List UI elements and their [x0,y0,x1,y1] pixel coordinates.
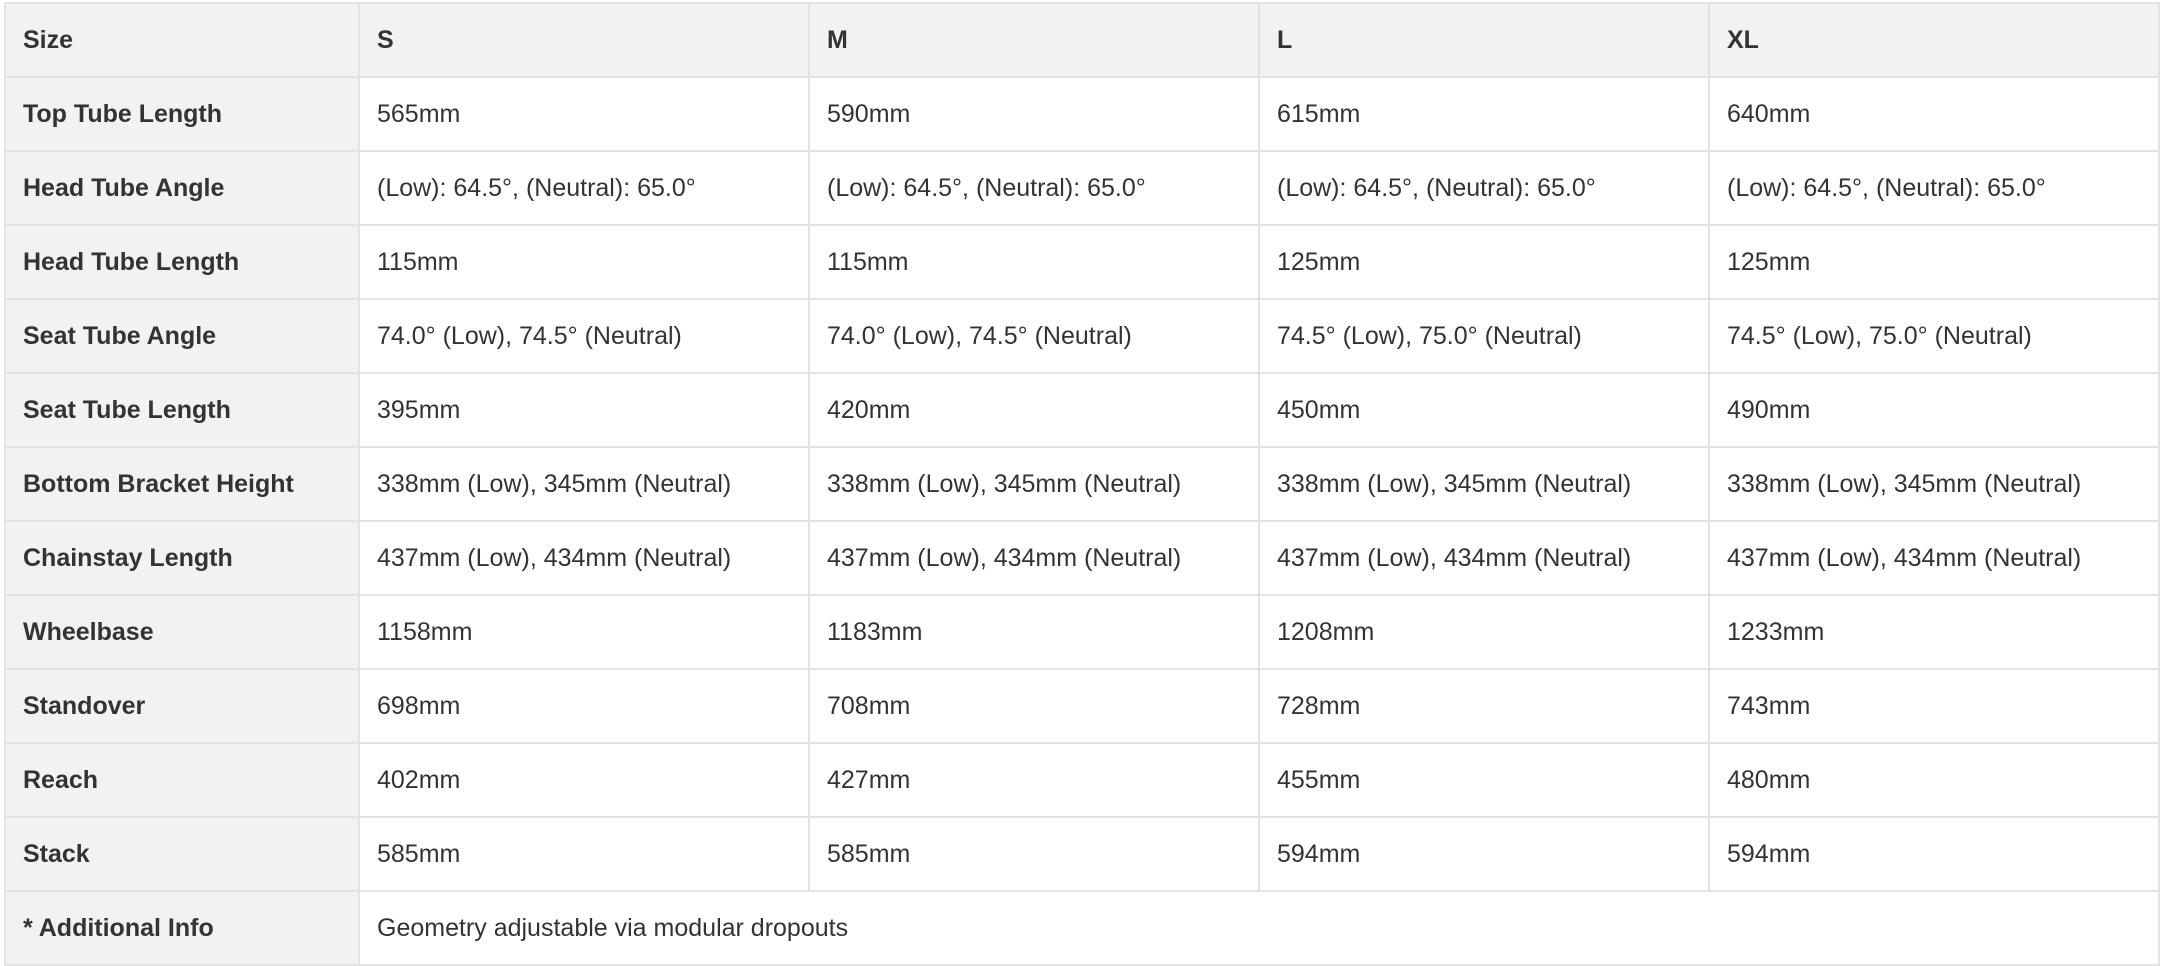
table-header-row [5,3,2159,77]
table-cell: 565mm [359,77,809,151]
table-cell: 125mm [1709,225,2159,299]
row-label: Top Tube Length [5,77,359,151]
table-row [5,225,2159,299]
table-cell: 402mm [359,743,809,817]
additional-info-row [5,891,2159,965]
table-cell: 1208mm [1259,595,1709,669]
header-size-xl: XL [1709,3,2159,77]
geometry-table [4,2,2160,966]
table-cell: 74.0° (Low), 74.5° (Neutral) [809,299,1259,373]
table-row [5,299,2159,373]
table-cell: 74.5° (Low), 75.0° (Neutral) [1709,299,2159,373]
row-label: Stack [5,817,359,891]
table-cell: 615mm [1259,77,1709,151]
table-cell: 437mm (Low), 434mm (Neutral) [359,521,809,595]
table-row [5,151,2159,225]
row-label: Seat Tube Length [5,373,359,447]
table-cell: 338mm (Low), 345mm (Neutral) [809,447,1259,521]
row-label: Standover [5,669,359,743]
table-row [5,595,2159,669]
table-row [5,743,2159,817]
table-cell: 395mm [359,373,809,447]
table-cell: (Low): 64.5°, (Neutral): 65.0° [1259,151,1709,225]
table-row [5,373,2159,447]
table-row [5,521,2159,595]
table-row [5,77,2159,151]
table-row [5,447,2159,521]
table-cell: 1158mm [359,595,809,669]
table-cell: (Low): 64.5°, (Neutral): 65.0° [1709,151,2159,225]
table-cell: 640mm [1709,77,2159,151]
table-cell: 590mm [809,77,1259,151]
table-cell: 698mm [359,669,809,743]
row-label: Seat Tube Angle [5,299,359,373]
table-cell: 450mm [1259,373,1709,447]
table-cell: 743mm [1709,669,2159,743]
table-cell: 708mm [809,669,1259,743]
table-cell: 1233mm [1709,595,2159,669]
table-cell: 480mm [1709,743,2159,817]
additional-info-label: * Additional Info [5,891,359,965]
table-cell: 437mm (Low), 434mm (Neutral) [1259,521,1709,595]
row-label: Reach [5,743,359,817]
header-size-m: M [809,3,1259,77]
table-cell: 115mm [809,225,1259,299]
table-cell: 338mm (Low), 345mm (Neutral) [359,447,809,521]
table-cell: 420mm [809,373,1259,447]
table-cell: 455mm [1259,743,1709,817]
row-label: Head Tube Length [5,225,359,299]
row-label: Chainstay Length [5,521,359,595]
table-cell: 728mm [1259,669,1709,743]
table-cell: (Low): 64.5°, (Neutral): 65.0° [809,151,1259,225]
table-cell: 594mm [1709,817,2159,891]
row-label: Wheelbase [5,595,359,669]
table-cell: 437mm (Low), 434mm (Neutral) [809,521,1259,595]
table-cell: 427mm [809,743,1259,817]
table-cell: 594mm [1259,817,1709,891]
header-size-s: S [359,3,809,77]
header-size-l: L [1259,3,1709,77]
table-cell: 1183mm [809,595,1259,669]
header-label-cell: Size [5,3,359,77]
table-cell: 338mm (Low), 345mm (Neutral) [1709,447,2159,521]
table-cell: (Low): 64.5°, (Neutral): 65.0° [359,151,809,225]
table-cell: 338mm (Low), 345mm (Neutral) [1259,447,1709,521]
additional-info-value: Geometry adjustable via modular dropouts [359,891,2159,965]
table-cell: 74.0° (Low), 74.5° (Neutral) [359,299,809,373]
table-cell: 490mm [1709,373,2159,447]
table-cell: 115mm [359,225,809,299]
row-label: Head Tube Angle [5,151,359,225]
row-label: Bottom Bracket Height [5,447,359,521]
table-cell: 437mm (Low), 434mm (Neutral) [1709,521,2159,595]
table-row [5,817,2159,891]
table-row [5,669,2159,743]
table-cell: 585mm [809,817,1259,891]
table-cell: 125mm [1259,225,1709,299]
table-cell: 74.5° (Low), 75.0° (Neutral) [1259,299,1709,373]
table-cell: 585mm [359,817,809,891]
